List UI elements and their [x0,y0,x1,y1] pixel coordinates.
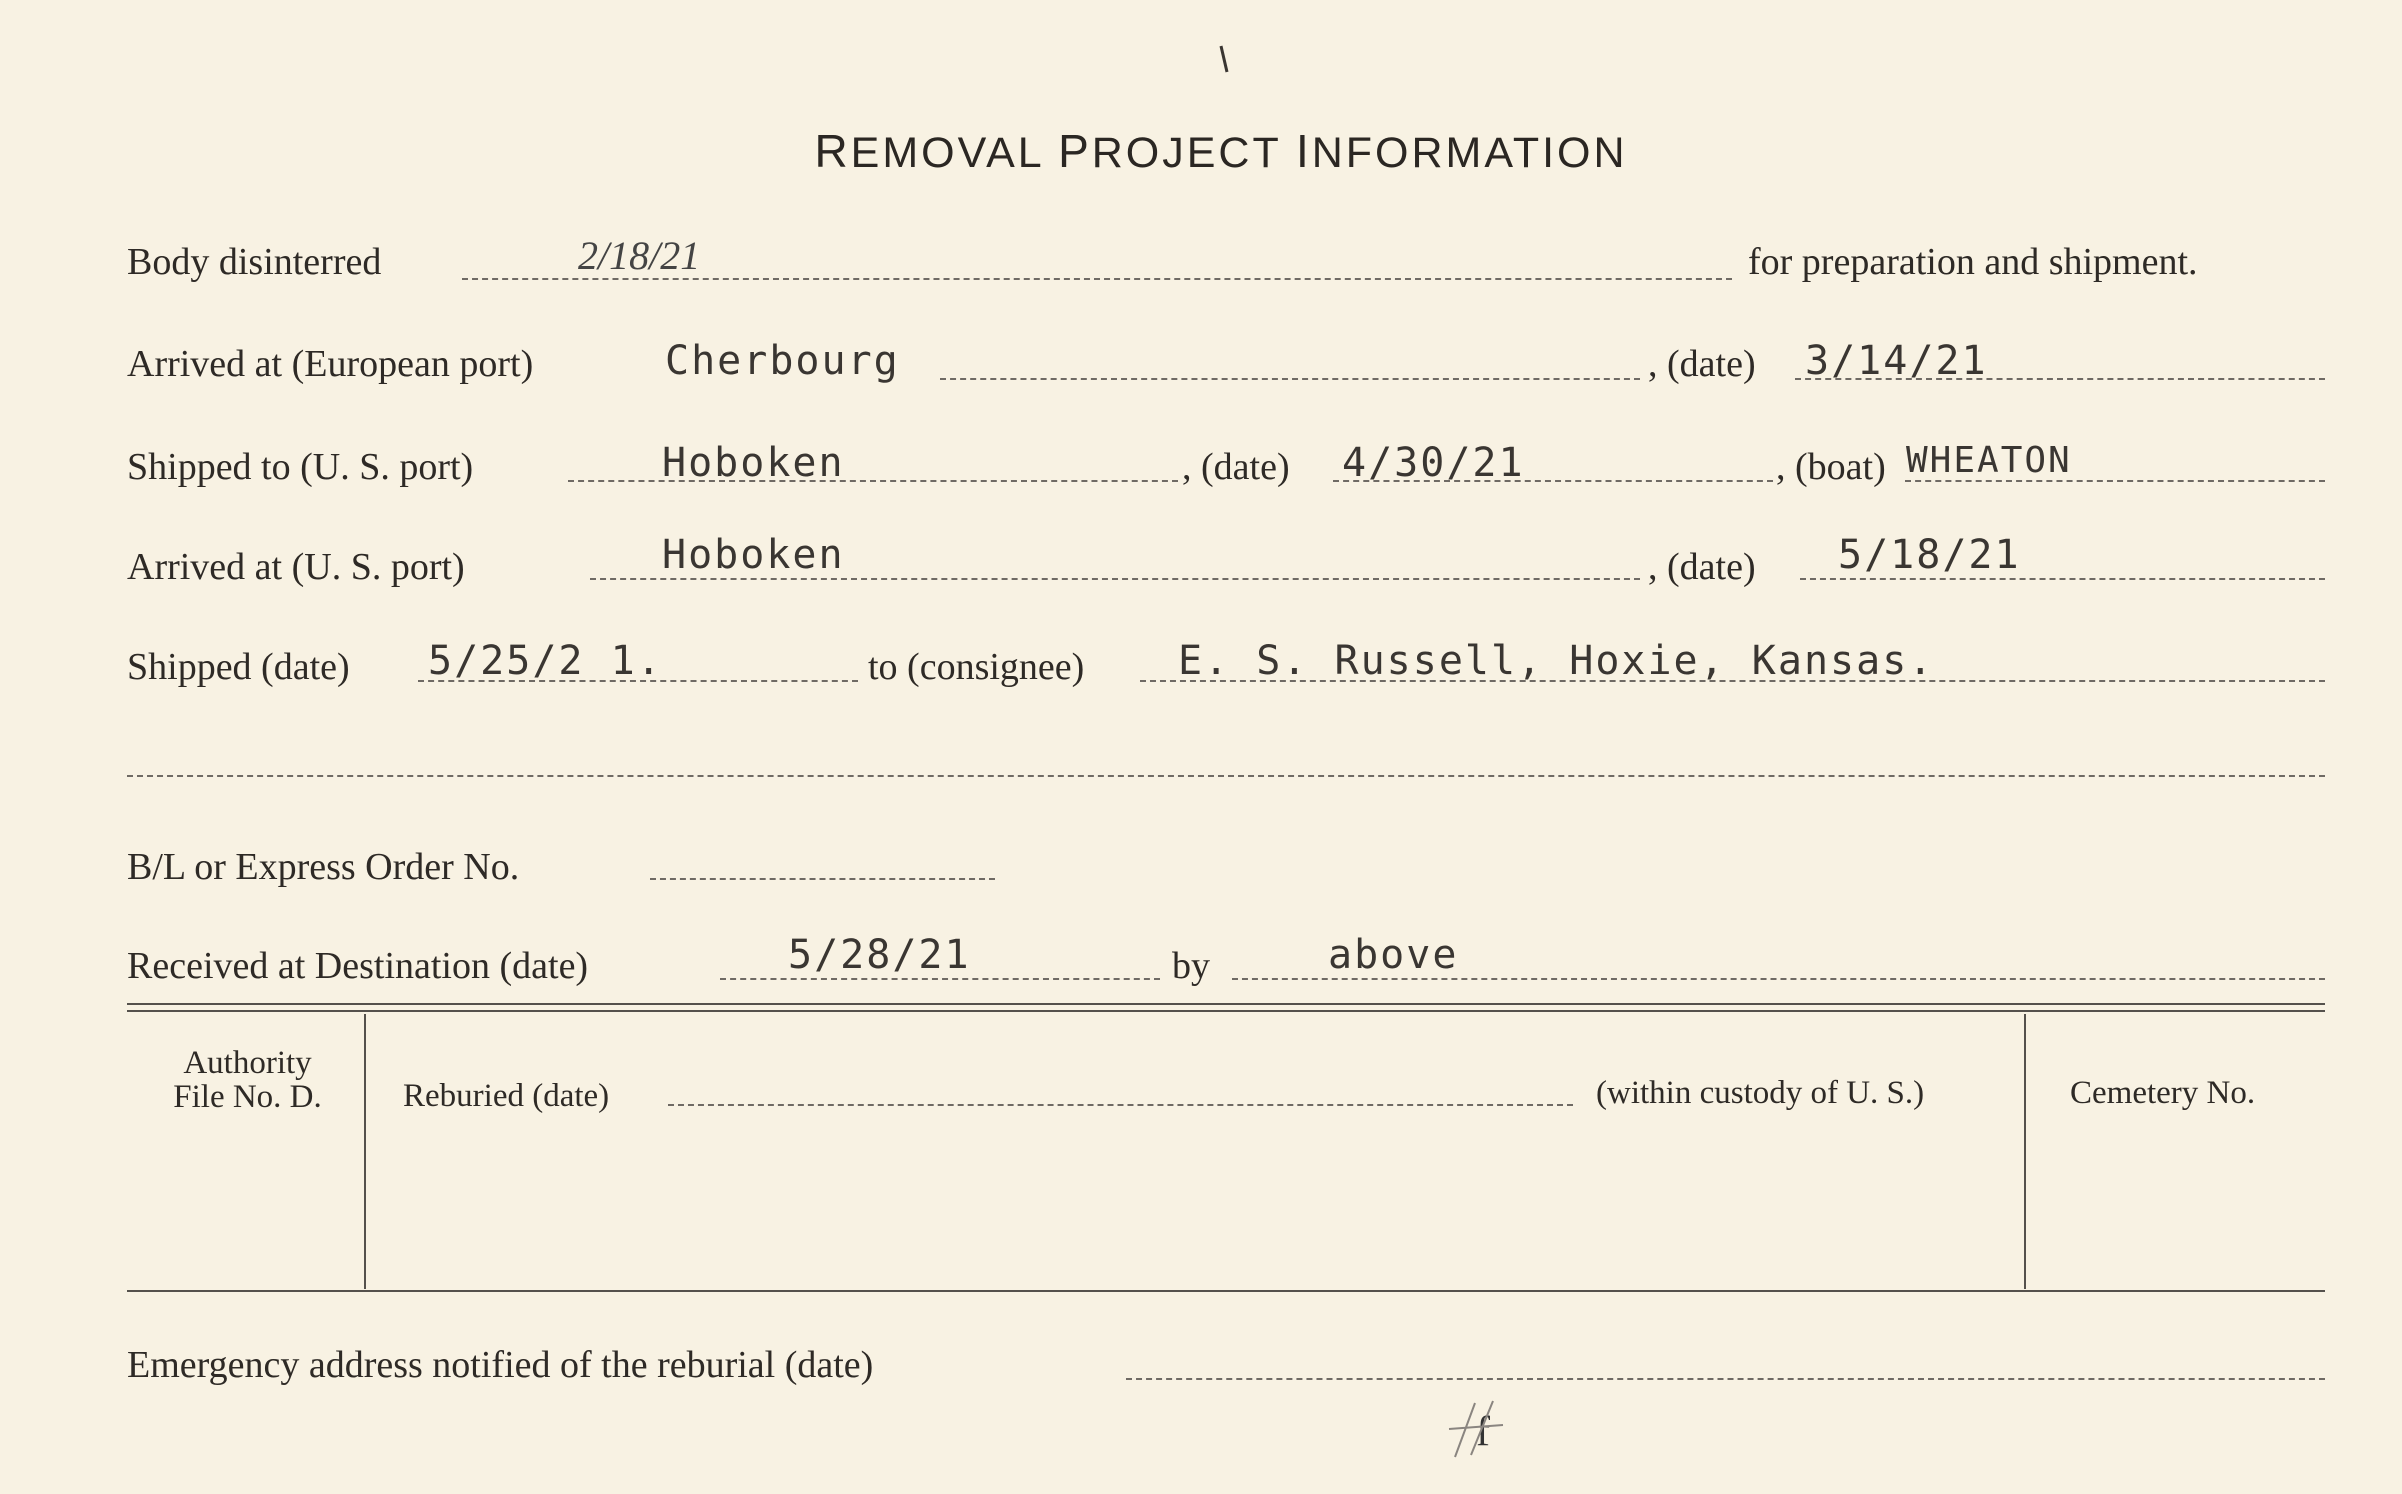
arrived-us-date: 5/18/21 [1838,532,2021,578]
received-by-label: by [1172,945,1210,987]
shipped-date: 5/25/2 1. [428,638,663,684]
box-divider-right [2024,1014,2026,1289]
continuation-line [127,775,2325,777]
arrived-european-date-label: , (date) [1648,343,1756,385]
shipped-to-us-boat: WHEATON [1906,440,2072,481]
authority-label-line1: Authority [183,1045,312,1081]
body-disinterred-label: Body disinterred [127,241,382,283]
consignee-value: E. S. Russell, Hoxie, Kansas. [1178,638,1935,684]
arrived-european-date: 3/14/21 [1805,338,1988,384]
bl-order-line [650,878,995,880]
shipped-to-us-port: Hoboken [662,440,845,486]
stray-mark-icon [1215,42,1235,76]
arrived-us-date-label: , (date) [1648,546,1756,588]
emergency-line [1126,1378,2325,1380]
shipped-to-us-line [568,480,1178,482]
double-rule-top [127,1003,2325,1005]
stray-mark [1215,42,1235,84]
custody-label: (within custody of U. S.) [1596,1075,1925,1111]
box-bottom-rule [127,1290,2325,1292]
arrived-european-line [940,378,1640,380]
shipped-date-label: Shipped (date) [127,646,350,688]
received-date-line [720,978,1160,980]
emergency-label: Emergency address notified of the reburial (date) [127,1344,874,1386]
page-title: REMOVAL PROJECT INFORMATION [814,125,1628,177]
authority-label [160,1046,335,1114]
received-date: 5/28/21 [788,932,971,978]
cemetery-label: Cemetery No. [2070,1075,2256,1111]
body-disinterred-suffix: for preparation and shipment. [1748,241,2198,283]
shipped-to-us-label: Shipped to (U. S. port) [127,446,474,488]
received-by-value: above [1328,932,1459,978]
authority-label-line2: File No. D. [173,1079,322,1115]
arrived-european-port: Cherbourg [665,338,900,384]
shipped-to-us-date: 4/30/21 [1342,440,1525,486]
shipped-to-us-date-label: , (date) [1182,446,1290,488]
shipped-to-us-boat-label: , (boat) [1776,446,1886,488]
box-divider-left [364,1014,366,1289]
arrived-us-label: Arrived at (U. S. port) [127,546,465,588]
reburied-line [668,1104,1573,1106]
received-label: Received at Destination (date) [127,945,589,987]
arrived-european-label: Arrived at (European port) [127,343,534,385]
reburied-label: Reburied (date) [403,1078,610,1114]
footer-scribble-icon [1445,1395,1515,1465]
arrived-us-date-line [1800,578,2325,580]
footer-mark: f [1476,1409,1490,1455]
received-by-line [1232,978,2325,980]
consignee-label: to (consignee) [868,646,1085,688]
arrived-us-port: Hoboken [662,532,845,578]
double-rule-bottom [127,1010,2325,1012]
body-disinterred-value: 2/18/21 [578,233,701,278]
bl-order-label: B/L or Express Order No. [127,846,520,888]
arrived-us-line [590,578,1640,580]
